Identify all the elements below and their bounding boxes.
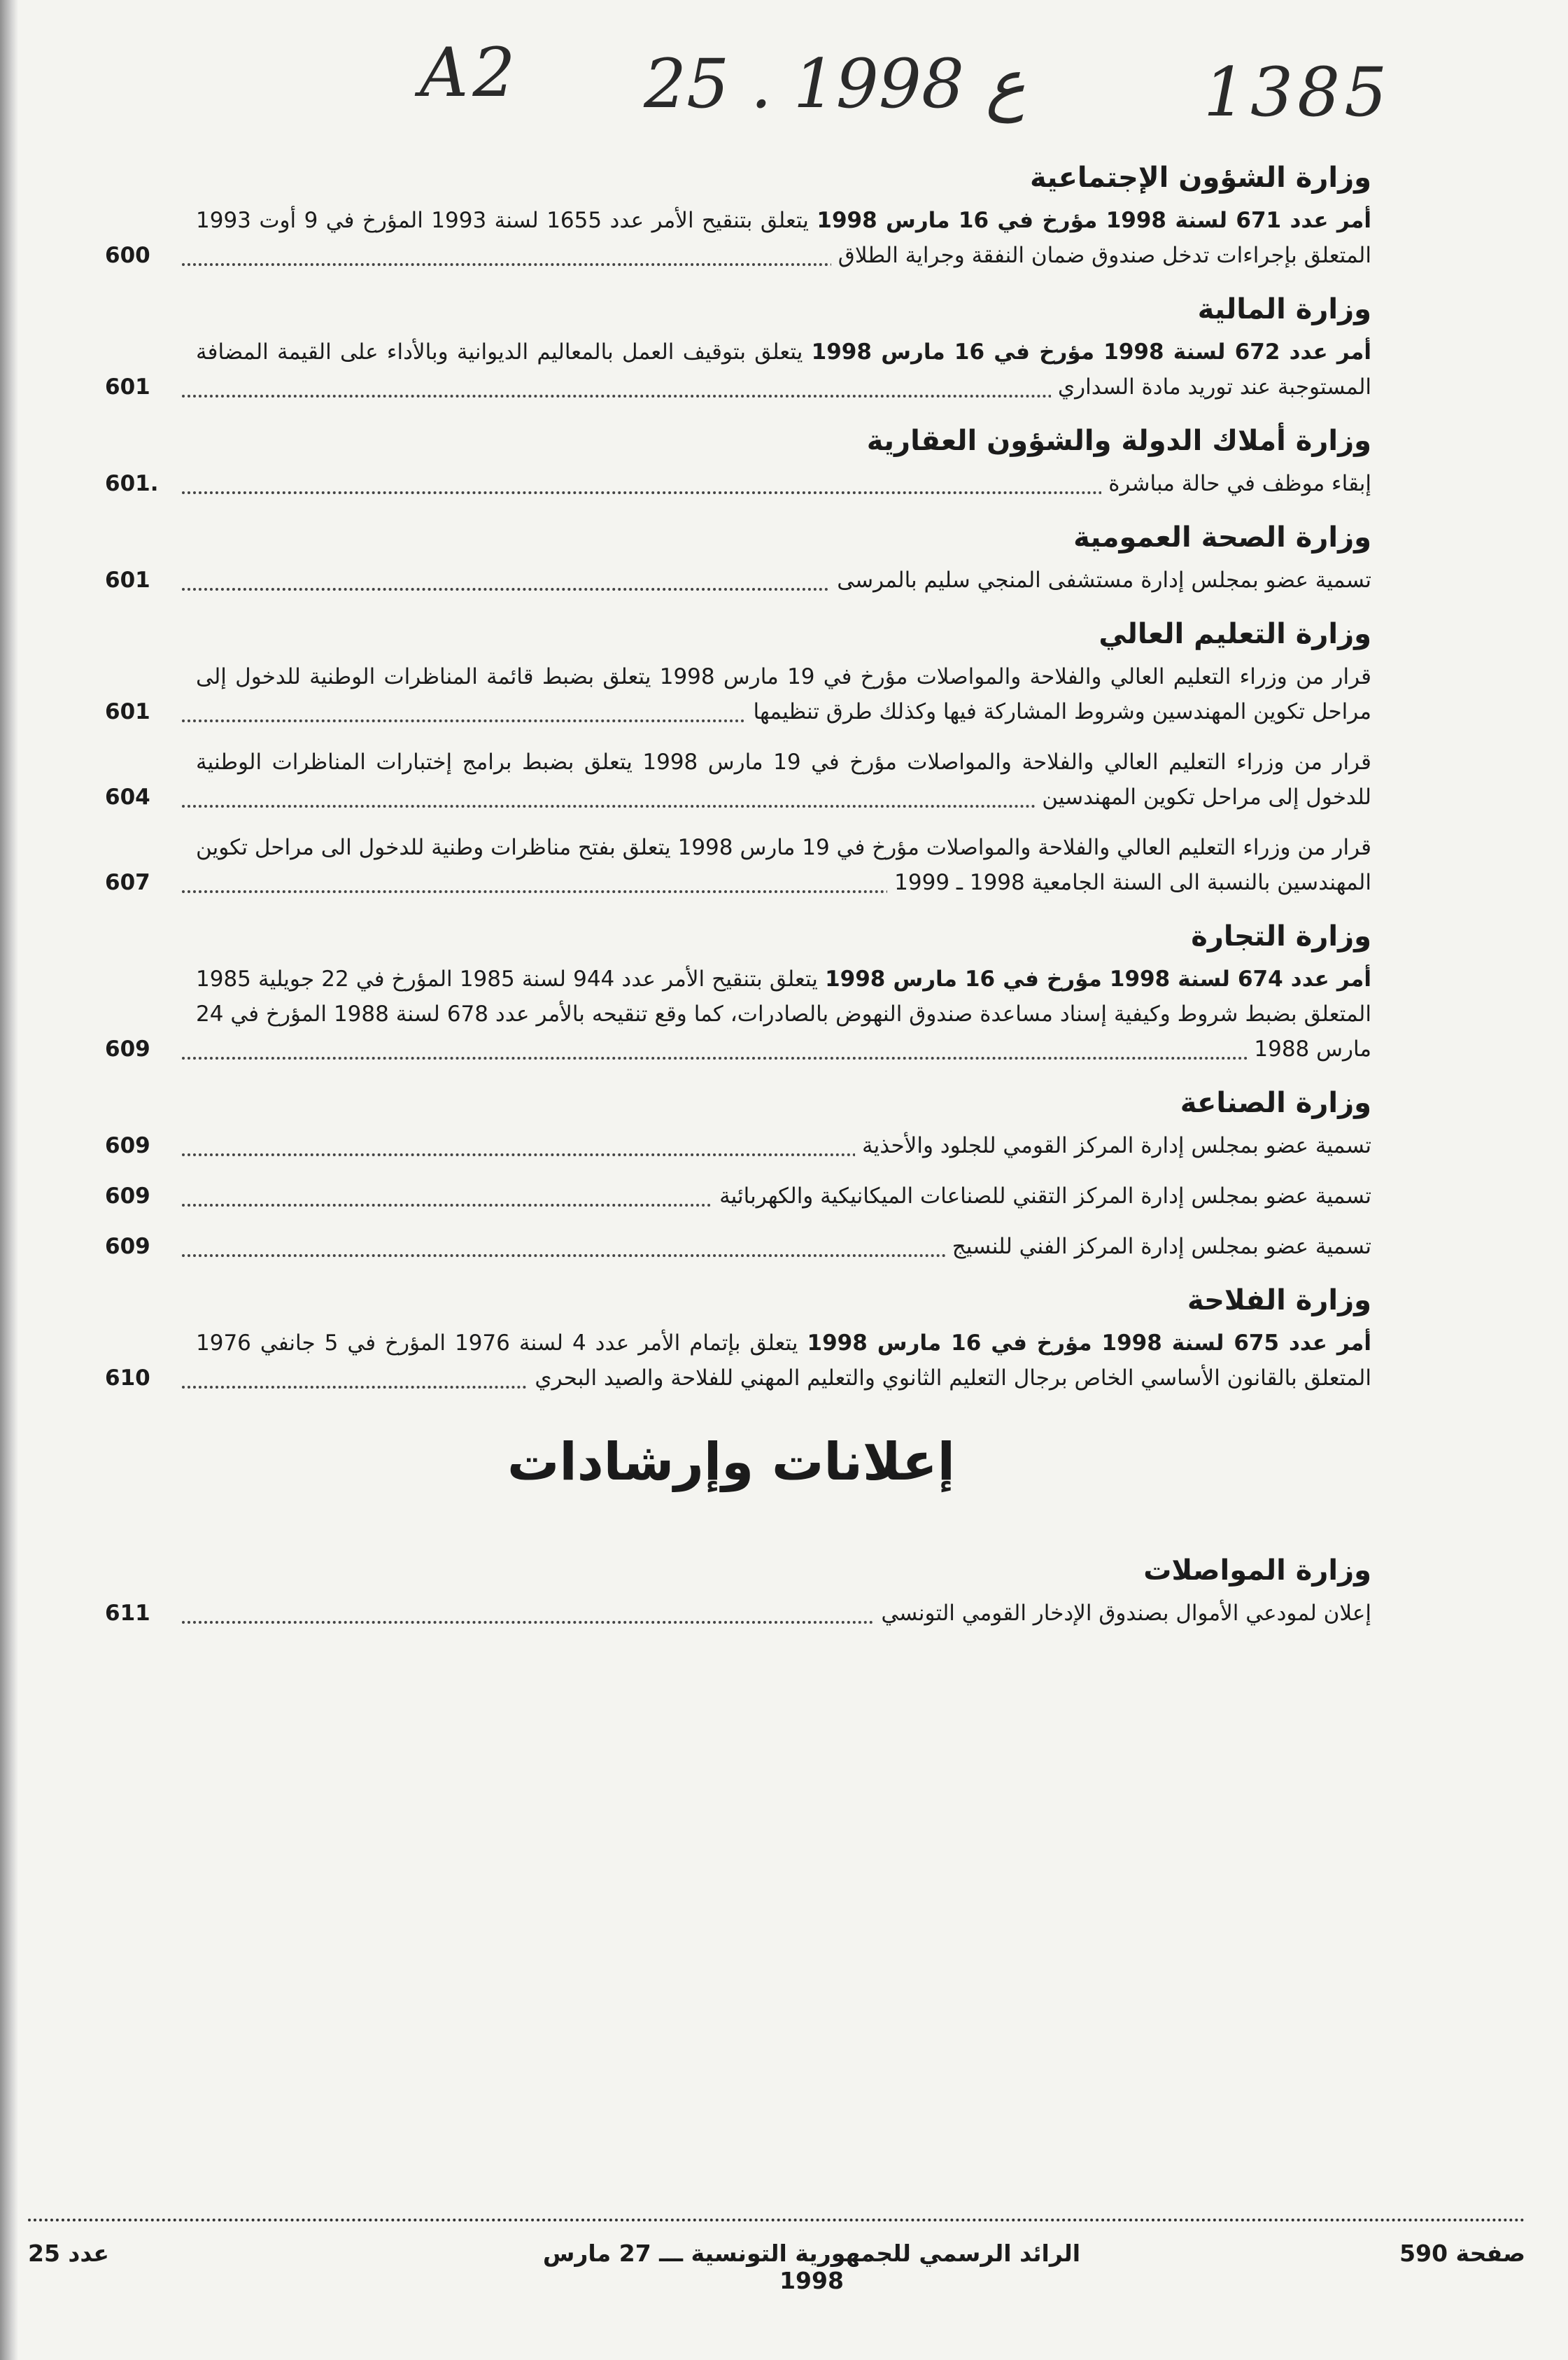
toc-entry[interactable] [91,1596,1371,1631]
entry-page-number: 601 [105,699,150,724]
toc-entry[interactable] [91,745,1371,815]
entry-description: إعلان لمودعي الأموال بصندوق الإدخار القومي التونسي [881,1601,1371,1626]
toc-entry[interactable] [91,563,1371,598]
page-footer [28,2240,1525,2294]
entry-description: قرار من وزراء التعليم العالي والفلاحة والمواصلات مؤرخ في 19 مارس 1998 يتعلق بضبط قائمة المناظرات الوطنية للدخول إلى مراحل تكوين المهندسين وشروط المشاركة فيها وكذلك طرق تنظيمها [196,664,1372,724]
handwritten-number: 1385 [1203,53,1392,132]
ministry-heading: وزارة المواصلات [1143,1554,1371,1587]
entry-text [196,664,1371,724]
table-of-contents [91,147,1371,1646]
handwritten-date: 25 . ع 1998 [644,45,1026,123]
entry-description: يتعلق بإتمام الأمر عدد 4 لسنة 1976 المؤرخ في 5 جانفي 1976 المتعلق بالقانون الأساسي الخاص برجال التعليم الثانوي والتعليم المهني للفلاحة والصيد البحري [196,1330,1371,1391]
entry-page-number: 600 [105,243,150,268]
entry-text [196,339,1371,400]
toc-entry[interactable] [91,830,1371,900]
entry-text [196,835,1371,895]
entry-description: تسمية عضو بمجلس إدارة المركز التقني للصناعات الميكانيكية والكهربائية [719,1183,1371,1209]
entry-text [712,1183,1371,1209]
entry-description: قرار من وزراء التعليم العالي والفلاحة والمواصلات مؤرخ في 19 مارس 1998 يتعلق بفتح مناظرات وطنية للدخول الى مراحل تكوين المهندسين بالنسبة الى السنة الجامعية 1998 ـ 1999 [196,835,1371,895]
entry-page-number: 601 [105,568,150,593]
ministry-heading: وزارة التعليم العالي [1099,618,1371,650]
announcements-title: إعلانات وإرشادات [507,1432,956,1492]
footer-divider [28,2219,1525,2226]
toc-entry[interactable] [91,1229,1371,1264]
entry-page-number: 611 [105,1601,150,1626]
entry-text [196,1330,1371,1391]
entry-description: تسمية عضو بمجلس إدارة مستشفى المنجي سليم بالمرسى [837,568,1371,593]
entry-text [196,208,1371,268]
entry-page-number: 601. [105,471,159,496]
entry-text [830,568,1371,593]
entry-description: يتعلق بتوقيف العمل بالمعاليم الديوانية وبالأداء على القيمة المضافة المستوجبة عند توريد مادة السداري [196,339,1371,400]
entry-description: تسمية عضو بمجلس إدارة المركز الفني للنسيج [952,1234,1371,1259]
toc-entry[interactable] [91,659,1371,729]
page-edge-shadow [0,0,18,2360]
entry-description: تسمية عضو بمجلس إدارة المركز القومي للجلود والأحذية [861,1133,1371,1158]
decree-reference: أمر عدد 672 لسنة 1998 مؤرخ في 16 مارس 1998 [811,339,1371,365]
ministry-heading: وزارة الصناعة [1180,1087,1371,1119]
entry-page-number: 609 [105,1037,150,1062]
entry-page-number: 607 [105,870,150,895]
entry-page-number: 604 [105,785,150,810]
entry-page-number: 609 [105,1133,150,1158]
toc-entry[interactable] [91,203,1371,273]
handwritten-ref: A2 [420,34,520,112]
entry-text [855,1133,1371,1158]
toc-entry[interactable] [91,466,1371,501]
footer-issue-number: عدد 25 [28,2240,109,2267]
footer-publication: الرائد الرسمي للجمهورية التونسية ـــ 27 مارس 1998 [542,2240,1081,2294]
entry-page-number: 609 [105,1183,150,1209]
toc-entry[interactable] [91,1179,1371,1214]
footer-page-number: صفحة 590 [1399,2240,1525,2267]
ministry-heading: وزارة الصحة العمومية [1073,521,1371,554]
entry-text [1101,471,1371,496]
toc-entry[interactable] [91,335,1371,405]
dot-leader [182,1055,1371,1060]
decree-reference: أمر عدد 675 لسنة 1998 مؤرخ في 16 مارس 1998 [807,1330,1371,1356]
entry-text [945,1234,1371,1259]
ministry-heading: وزارة أملاك الدولة والشؤون العقارية [866,425,1371,457]
entry-page-number: 610 [105,1365,150,1391]
ministry-heading: وزارة الفلاحة [1187,1284,1371,1316]
entry-page-number: 601 [105,374,150,400]
entry-text [874,1601,1371,1626]
ministry-heading: وزارة الشؤون الإجتماعية [1029,162,1371,194]
toc-entry[interactable] [91,1128,1371,1163]
toc-entry[interactable] [91,1326,1371,1396]
entry-text [196,967,1371,1062]
toc-entry[interactable] [91,962,1371,1067]
decree-reference: أمر عدد 671 لسنة 1998 مؤرخ في 16 مارس 1998 [817,208,1371,233]
entry-text [196,750,1371,810]
ministry-heading: وزارة المالية [1197,293,1371,325]
entry-description: يتعلق بتنقيح الأمر عدد 944 لسنة 1985 المؤرخ في 22 جويلية 1985 المتعلق بضبط شروط وكيفية إسناد مساعدة صندوق النهوض بالصادرات، كما وقع تنقيحه بالأمر عدد 678 لسنة 1988 المؤرخ في 24 مارس 1988 [196,967,1371,1062]
entry-page-number: 609 [105,1234,150,1259]
ministry-heading: وزارة التجارة [1191,920,1371,953]
entry-description: قرار من وزراء التعليم العالي والفلاحة والمواصلات مؤرخ في 19 مارس 1998 يتعلق بضبط برامج إختبارات المناظرات الوطنية للدخول إلى مراحل تكوين المهندسين [196,750,1371,810]
entry-description: يتعلق بتنقيح الأمر عدد 1655 لسنة 1993 المؤرخ في 9 أوت 1993 المتعلق بإجراءات تدخل صندوق ضمان النفقة وجراية الطلاق [196,208,1371,268]
decree-reference: أمر عدد 674 لسنة 1998 مؤرخ في 16 مارس 1998 [825,967,1371,992]
entry-description: إبقاء موظف في حالة مباشرة [1108,471,1371,496]
